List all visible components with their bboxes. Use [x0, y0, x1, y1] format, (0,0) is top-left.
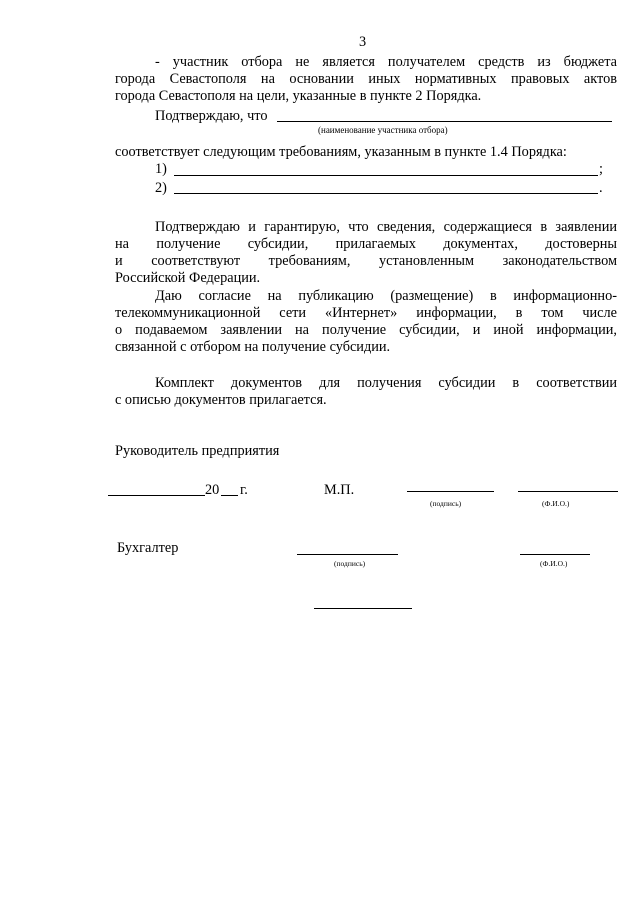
head-signature-line	[407, 491, 494, 492]
accountant-signature-line	[297, 554, 398, 555]
accountant-fio-line	[520, 554, 590, 555]
guarantee-line1: Подтверждаю и гарантирую, что сведения, содержащиеся в заявлении	[155, 219, 617, 235]
confirm-prefix: Подтверждаю, что	[155, 108, 268, 124]
closing-separator-line	[314, 608, 412, 609]
docs-line1: Комплект документов для получения субсидии в соответствии	[155, 375, 617, 391]
accountant-fio-caption: (Ф.И.О.)	[540, 559, 568, 568]
head-title: Руководитель предприятия	[115, 443, 280, 459]
date-year-suffix: г.	[240, 482, 248, 498]
date-day-line	[108, 495, 205, 496]
guarantee-line4: Российской Федерации.	[115, 270, 261, 286]
guarantee-line3: и соответствуют требованиям, установленным законодательством	[115, 253, 617, 269]
para1-line2: города Севастополя на основании иных нормативных правовых актов	[115, 71, 617, 87]
consent-line4: связанной с отбором на получение субсидии.	[115, 339, 391, 355]
item2-label: 2)	[155, 180, 167, 196]
consent-line3: о подаваемом заявлении на получение субсидии, и иной информации,	[115, 322, 617, 338]
date-year-line	[221, 495, 238, 496]
docs-line2: с описью документов прилагается.	[115, 392, 327, 408]
item2-end: .	[599, 180, 603, 196]
head-fio-caption: (Ф.И.О.)	[542, 499, 570, 508]
accountant-title: Бухгалтер	[117, 540, 179, 556]
para1-line1: - участник отбора не является получателем средств из бюджета	[155, 54, 617, 70]
stamp-label: М.П.	[324, 482, 355, 498]
head-fio-line	[518, 491, 618, 492]
participant-name-line	[277, 121, 612, 122]
page-number: 3	[359, 34, 367, 50]
head-signature-caption: (подпись)	[430, 499, 462, 508]
consent-line1: Даю согласие на публикацию (размещение) в информационно-	[155, 288, 617, 304]
item2-line	[174, 193, 598, 194]
consent-line2: телекоммуникационной сети «Интернет» информации, в том числе	[115, 305, 617, 321]
accountant-signature-caption: (подпись)	[334, 559, 366, 568]
item1-line	[174, 175, 598, 176]
participant-name-caption: (наименование участника отбора)	[318, 125, 448, 135]
item1-label: 1)	[155, 161, 167, 177]
item1-end: ;	[599, 161, 603, 177]
date-year: 20	[205, 482, 220, 498]
guarantee-line2: на получение субсидии, прилагаемых документах, достоверны	[115, 236, 617, 252]
confirm-line2: соответствует следующим требованиям, указанным в пункте 1.4 Порядка:	[115, 144, 567, 160]
para1-line3: города Севастополя на цели, указанные в пункте 2 Порядка.	[115, 88, 482, 104]
